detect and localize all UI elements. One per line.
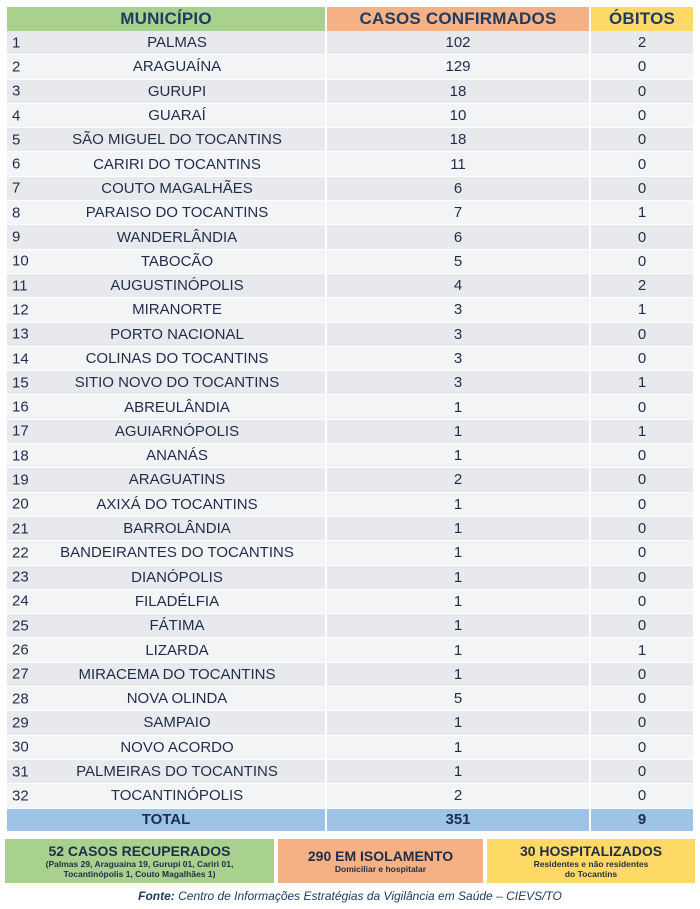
source-text: Centro de Informações Estratégias da Vigilância em Saúde – CIEVS/TO [178,889,562,903]
row-number: 4 [12,107,21,125]
source-note [0,889,700,903]
municipio-name: SÃO MIGUEL DO TOCANTINS [72,131,282,149]
obitos-cell: 0 [591,736,693,760]
table-row [7,541,693,565]
obitos-cell: 2 [591,274,693,298]
row-number: 17 [12,422,29,440]
municipio-cell [7,493,327,517]
casos-cell: 1 [327,444,591,468]
row-number: 14 [12,350,29,367]
municipio-name: MIRANORTE [132,301,222,319]
table-row [7,493,693,517]
table-row [7,566,693,590]
obitos-cell: 0 [591,760,693,784]
casos-cell: 1 [327,663,591,687]
recuperados-title: 52 CASOS RECUPERADOS [48,843,231,859]
obitos-cell: 0 [591,152,693,176]
obitos-cell: 0 [591,590,693,614]
municipio-name: PALMEIRAS DO TOCANTINS [76,763,278,781]
header-municipio: MUNICÍPIO [7,7,327,31]
table-row [7,736,693,760]
row-number: 24 [12,592,29,610]
casos-cell: 1 [327,711,591,735]
municipio-cell [7,590,327,614]
table-row [7,298,693,322]
row-number: 18 [12,447,29,465]
total-casos: 351 [327,809,591,831]
row-number: 15 [12,374,29,392]
municipio-name: ANANÁS [146,447,208,465]
municipio-name: PARAISO DO TOCANTINS [85,204,269,222]
row-number: 20 [12,495,29,513]
table-row [7,55,693,79]
table-row [7,201,693,225]
municipio-name: FÁTIMA [149,617,205,635]
obitos-cell: 1 [591,638,693,662]
row-number: 3 [12,82,21,100]
municipio-name: ABREULÂNDIA [124,398,230,416]
row-number: 6 [12,155,21,173]
table-row [7,225,693,249]
casos-cell: 1 [327,736,591,760]
table-row [7,711,693,735]
obitos-cell: 0 [591,541,693,565]
casos-cell: 1 [327,638,591,662]
total-row [7,809,693,831]
municipio-cell [7,323,327,347]
table-row [7,323,693,347]
obitos-cell: 0 [591,687,693,711]
casos-cell: 3 [327,298,591,322]
municipio-name: WANDERLÂNDIA [116,228,238,246]
casos-cell: 1 [327,590,591,614]
municipio-cell [7,298,327,322]
table-row [7,614,693,638]
obitos-cell: 0 [591,80,693,104]
municipio-cell [7,371,327,395]
table-row [7,152,693,176]
row-number: 13 [12,325,29,343]
row-number: 27 [12,665,29,683]
municipio-cell [7,201,327,225]
table-row [7,663,693,687]
casos-cell: 4 [327,274,591,298]
municipio-cell [7,687,327,711]
municipio-name: MIRACEMA DO TOCANTINS [78,665,276,683]
row-number: 7 [12,179,21,197]
table-row [7,420,693,444]
municipio-cell [7,638,327,662]
municipio-name: NOVO ACORDO [120,738,234,756]
row-number: 11 [12,277,28,295]
municipio-cell [7,541,327,565]
obitos-cell: 0 [591,323,693,347]
recuperados-detail-2: Tocantinópolis 1, Couto Magalhães 1) [63,869,216,879]
obitos-cell: 0 [591,663,693,687]
municipio-name: SAMPAIO [143,714,211,732]
municipio-cell [7,784,327,808]
casos-cell: 1 [327,566,591,590]
recuperados-box [5,839,274,883]
header-obitos: ÓBITOS [591,7,693,31]
municipio-name: SITIO NOVO DO TOCANTINS [74,374,280,392]
table-row [7,274,693,298]
municipio-cell [7,104,327,128]
isolamento-title: 290 EM ISOLAMENTO [307,848,454,864]
obitos-cell: 1 [591,201,693,225]
row-number: 23 [12,568,29,586]
table-row [7,250,693,274]
casos-cell: 129 [327,55,591,79]
municipio-cell [7,663,327,687]
casos-cell: 2 [327,468,591,492]
row-number: 8 [12,204,21,222]
row-number: 31 [12,763,29,781]
table-row [7,104,693,128]
municipio-name: PORTO NACIONAL [110,325,244,343]
municipio-cell [7,395,327,419]
obitos-cell: 0 [591,128,693,152]
casos-cell: 1 [327,420,591,444]
table-row [7,347,693,371]
isolamento-detail: Domiciliar e hospitalar [334,864,427,874]
casos-cell: 3 [327,347,591,371]
table-row [7,760,693,784]
row-number: 5 [12,131,21,149]
obitos-cell: 0 [591,177,693,201]
casos-cell: 3 [327,323,591,347]
obitos-cell: 0 [591,250,693,274]
obitos-cell: 0 [591,493,693,517]
casos-cell: 6 [327,177,591,201]
municipio-cell [7,347,327,371]
row-number: 22 [12,544,29,562]
casos-cell: 1 [327,395,591,419]
casos-cell: 1 [327,493,591,517]
municipio-name: COUTO MAGALHÃES [101,179,253,197]
table-body [7,31,693,809]
row-number: 2 [12,58,21,76]
obitos-cell: 0 [591,784,693,808]
row-number: 26 [12,641,29,659]
municipio-cell [7,177,327,201]
casos-cell: 7 [327,201,591,225]
casos-cell: 18 [327,80,591,104]
municipio-name: NOVA OLINDA [126,690,228,708]
obitos-cell: 0 [591,517,693,541]
casos-cell: 6 [327,225,591,249]
municipio-name: LIZARDA [145,641,209,659]
casos-cell: 1 [327,614,591,638]
hospitalizados-box [487,839,695,883]
table-row [7,128,693,152]
casos-cell: 18 [327,128,591,152]
table-header-row [7,7,693,31]
total-obitos: 9 [591,809,693,831]
casos-cell: 5 [327,687,591,711]
table-row [7,590,693,614]
municipio-cell [7,31,327,55]
municipio-name: DIANÓPOLIS [131,568,223,586]
recuperados-detail-1: (Palmas 29, Araguaína 19, Gurupi 01, Cariri 01, [45,859,234,869]
municipio-cell [7,468,327,492]
municipio-name: AUGUSTINÓPOLIS [110,277,244,295]
casos-cell: 102 [327,31,591,55]
casos-cell: 10 [327,104,591,128]
municipio-cell [7,444,327,468]
casos-cell: 11 [327,152,591,176]
municipio-cell [7,80,327,104]
obitos-cell: 1 [591,298,693,322]
casos-cell: 1 [327,517,591,541]
municipio-cell [7,55,327,79]
table-row [7,444,693,468]
municipio-name: GUARAÍ [148,107,206,125]
municipio-name: TOCANTINÓPOLIS [110,787,244,805]
total-label: TOTAL [7,809,327,831]
table-row [7,468,693,492]
row-number: 25 [12,617,29,635]
row-number: 19 [12,471,29,489]
hospitalizados-detail-1: Residentes e não residentes [533,859,649,869]
table-row [7,784,693,808]
municipio-name: COLINAS DO TOCANTINS [85,350,269,367]
obitos-cell: 0 [591,614,693,638]
municipio-cell [7,517,327,541]
obitos-cell: 1 [591,371,693,395]
row-number: 9 [12,228,21,246]
municipio-cell [7,274,327,298]
row-number: 1 [12,34,21,52]
row-number: 16 [12,398,29,416]
municipio-cell [7,152,327,176]
municipio-name: FILADÉLFIA [134,592,220,610]
row-number: 12 [12,301,29,319]
municipio-name: BARROLÂNDIA [123,520,231,538]
row-number: 29 [12,714,29,732]
table-row [7,371,693,395]
municipio-name: TABOCÃO [140,252,214,270]
casos-cell: 1 [327,760,591,784]
row-number: 32 [12,787,29,805]
municipio-cell [7,250,327,274]
table-row [7,395,693,419]
table-row [7,177,693,201]
municipio-name: AXIXÁ DO TOCANTINS [96,495,258,513]
hospitalizados-detail-2: do Tocantins [564,869,618,879]
header-casos-confirmados: CASOS CONFIRMADOS [327,7,591,31]
obitos-cell: 1 [591,420,693,444]
municipio-name: ARAGUATINS [128,471,226,489]
hospitalizados-title: 30 HOSPITALIZADOS [519,843,663,859]
row-number: 30 [12,738,29,756]
casos-cell: 5 [327,250,591,274]
municipio-cell [7,711,327,735]
municipio-cell [7,420,327,444]
municipio-cell [7,225,327,249]
isolamento-box [278,839,483,883]
obitos-cell: 0 [591,55,693,79]
table-row [7,80,693,104]
cases-table [7,7,693,831]
table-row [7,638,693,662]
obitos-cell: 0 [591,395,693,419]
casos-cell: 3 [327,371,591,395]
municipio-name: ARAGUAÍNA [132,58,222,76]
municipio-name: PALMAS [147,34,207,52]
municipio-name: AGUIARNÓPOLIS [114,422,240,440]
row-number: 10 [12,252,29,270]
obitos-cell: 0 [591,104,693,128]
obitos-cell: 0 [591,225,693,249]
municipio-cell [7,614,327,638]
casos-cell: 2 [327,784,591,808]
obitos-cell: 0 [591,444,693,468]
table-row [7,687,693,711]
obitos-cell: 0 [591,711,693,735]
summary-boxes [5,839,695,883]
municipio-cell [7,760,327,784]
municipio-cell [7,566,327,590]
casos-cell: 1 [327,541,591,565]
row-number: 21 [12,520,29,538]
obitos-cell: 0 [591,566,693,590]
source-label: Fonte: [138,889,175,903]
row-number: 28 [12,690,29,708]
obitos-cell: 0 [591,347,693,371]
municipio-name: BANDEIRANTES DO TOCANTINS [60,544,294,562]
municipio-cell [7,736,327,760]
table-row [7,31,693,55]
municipio-cell [7,128,327,152]
obitos-cell: 0 [591,468,693,492]
table-row [7,517,693,541]
obitos-cell: 2 [591,31,693,55]
municipio-name: CARIRI DO TOCANTINS [93,155,261,173]
municipio-name: GURUPI [147,82,207,100]
